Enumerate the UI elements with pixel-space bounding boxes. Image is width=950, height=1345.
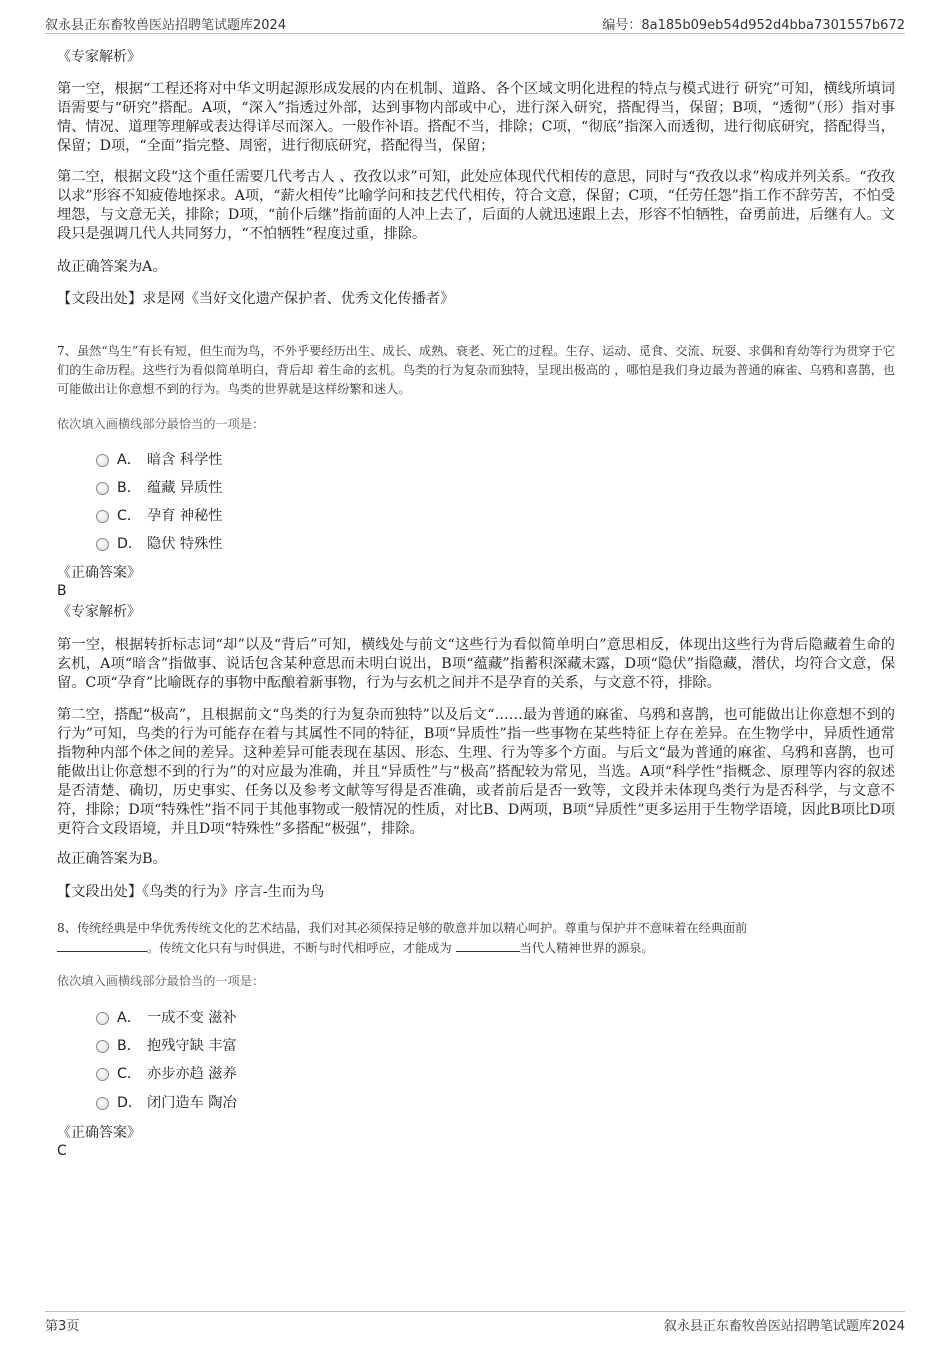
option-key: D．	[117, 536, 143, 552]
q6-conclusion: 故正确答案为A。	[57, 259, 167, 275]
q7-conclusion: 故正确答案为B。	[57, 851, 167, 867]
option-text: 抱残守缺 丰富	[147, 1038, 237, 1054]
option-key: C．	[117, 508, 142, 524]
option-text: 闭门造车 陶冶	[147, 1095, 237, 1111]
q7-analysis-para1: 第一空，根据转折标志词“却”以及“背后”可知，横线处与前文“这些行为看似简单明白”意思相反，体现出这些行为背后隐藏着生命的玄机，A项“暗含”指做事、说话包含某种意思而未明白说出，B项“蕴藏”指蓄积深藏未露，D项“隐伏”指隐藏，潜伏，均符合文意，保留。C项“孕育”比喻既存的事物中酝酿着新事物，行为与玄机之间并不是孕育的关系，与文意不符，排除。	[57, 637, 895, 691]
q8-question-part1: 8、传统经典是中华优秀传统文化的艺术结晶，我们对其必须保持足够的敬意并加以精心呵护。尊重与保护并不意味着在经典面前	[57, 921, 748, 935]
option-key: B．	[117, 480, 141, 496]
q6-analysis-para1: 第一空，根据“工程还将对中华文明起源形成发展的内在机制、道路、各个区域文明化进程的特点与模式进行 研究”可知，横线所填词语需要与“研究”搭配。A项，“深入”指透过外部，达到事物内部或中心，进行深入研究，搭配得当，保留；B项，“透彻”（形）指对事情、情况、道理等理解或表达得详尽而深入。一般作补语。搭配不当，排除；C项，“彻底”指深入而透彻，进行彻底研究，搭配得当，保留；D项，“全面”指完整、周密，进行彻底研究，搭配得当，保留；	[57, 81, 895, 154]
q8-answer-label: 《正确答案》	[57, 1125, 141, 1141]
radio-icon[interactable]	[96, 1097, 109, 1110]
header-doc-title: 叙永县正东畜牧兽医站招聘笔试题库2024	[45, 18, 287, 33]
q6-analysis-para2: 第二空，根据文段“这个重任需要几代考古人 、孜孜以求”可知，此处应体现代代相传的意思，同时与“孜孜以求”构成并列关系。“孜孜以求”形容不知疲倦地探求。A项，“薪火相传”比喻学问和技艺代代相传，符合文意，保留；C项，“任劳任怨”指工作不辞劳苦，不怕受埋怨，与文意无关，排除；D项，“前仆后继”指前面的人冲上去了，后面的人就迅速跟上去，形容不怕牺牲，奋勇前进，后继有人。文段只是强调几代人共同努力，“不怕牺牲”程度过重，排除。	[57, 169, 895, 242]
option-key: A．	[117, 452, 141, 468]
q6-source: 【文段出处】求是网《当好文化遗产保护者、优秀文化传播者》	[57, 291, 455, 307]
radio-icon[interactable]	[96, 538, 109, 551]
q7-source: 【文段出处】《鸟类的行为》序言-生而为鸟	[57, 884, 325, 900]
footer-doc-title: 叙永县正东畜牧兽医站招聘笔试题库2024	[663, 1319, 905, 1334]
radio-icon[interactable]	[96, 454, 109, 467]
option-text: 蕴藏 异质性	[147, 480, 223, 496]
q8-blank-1	[57, 938, 147, 952]
radio-icon[interactable]	[96, 510, 109, 523]
q8-question	[57, 919, 895, 958]
option-text: 一成不变 滋补	[147, 1010, 237, 1026]
q8-question-part3: 当代人精神世界的源泉。	[519, 941, 654, 955]
option-key: B．	[117, 1038, 141, 1054]
q7-answer: B	[57, 583, 67, 599]
option-text: 暗含 科学性	[147, 452, 223, 468]
q7-answer-label: 《正确答案》	[57, 565, 141, 581]
option-text: 孕育 神秘性	[147, 508, 223, 524]
q8-answer: C	[57, 1143, 67, 1159]
q7-prompt: 依次填入画横线部分最恰当的一项是：	[57, 417, 265, 431]
option-key: C．	[117, 1066, 142, 1082]
option-key: A．	[117, 1010, 141, 1026]
radio-icon[interactable]	[96, 1068, 109, 1081]
radio-icon[interactable]	[96, 1012, 109, 1025]
page-header	[45, 14, 905, 34]
q7-question: 7、虽然“鸟生”有长有短，但生而为鸟，不外乎要经历出生、成长、成熟、衰老、死亡的过程。生存、运动、觅食、交流、玩耍、求偶和育幼等行为贯穿于它们的生命历程。这些行为看似简单明白，背后却 着生命的玄机。鸟类的行为复杂而独特，呈现出极高的 ，哪怕是我们身边最为普通的麻雀、乌鸦和喜鹊，也可能做出让你意想不到的行为。鸟类的世界就是这样纷繁和迷人。	[57, 344, 895, 396]
header-doc-id: 编号：8a185b09eb54d952d4bba7301557b672	[602, 18, 905, 33]
footer-page-number: 第3页	[45, 1319, 80, 1334]
option-text: 隐伏 特殊性	[147, 536, 223, 552]
q8-prompt: 依次填入画横线部分最恰当的一项是：	[57, 974, 265, 988]
option-key: D．	[117, 1095, 143, 1111]
page-footer	[45, 1311, 905, 1334]
option-text: 亦步亦趋 滋养	[147, 1066, 237, 1082]
q7-analysis-label: 《专家解析》	[57, 604, 141, 620]
q8-blank-2	[456, 938, 520, 952]
radio-icon[interactable]	[96, 1040, 109, 1053]
q7-analysis-para2: 第二空，搭配“极高”，且根据前文“鸟类的行为复杂而独特”以及后文“……最为普通的麻雀、乌鸦和喜鹊，也可能做出让你意想不到的行为”可知，鸟类的行为可能存在着与其属性不同的特征，B项“异质性”指一些事物在某些特征上存在差异。在生物学中，异质性通常指物种内部个体之间的差异。这种差异可能表现在基因、形态、生理、行为等多个方面。与后文“最为普通的麻雀、乌鸦和喜鹊，也可能做出让你意想不到的行为”的对应最为准确，并且“异质性”与“极高”搭配较为常见，当选。A项“科学性”指概念、原理等内容的叙述是否清楚、确切，历史事实、任务以及参考文献等写得是否准确，或者前后是否一致等，文段并未体现鸟类行为是否科学，与文意不符，排除；D项“特殊性”指不同于其他事物或一般情况的性质，对比B、D两项，B项“异质性”更多运用于生物学语境，因此B项比D项更符合文段语境，并且D项“特殊性”多搭配“极强”，排除。	[57, 707, 895, 837]
radio-icon[interactable]	[96, 482, 109, 495]
q8-question-part2: 。传统文化只有与时俱进，不断与时代相呼应，才能成为	[147, 941, 452, 955]
q6-analysis-label: 《专家解析》	[57, 49, 141, 65]
